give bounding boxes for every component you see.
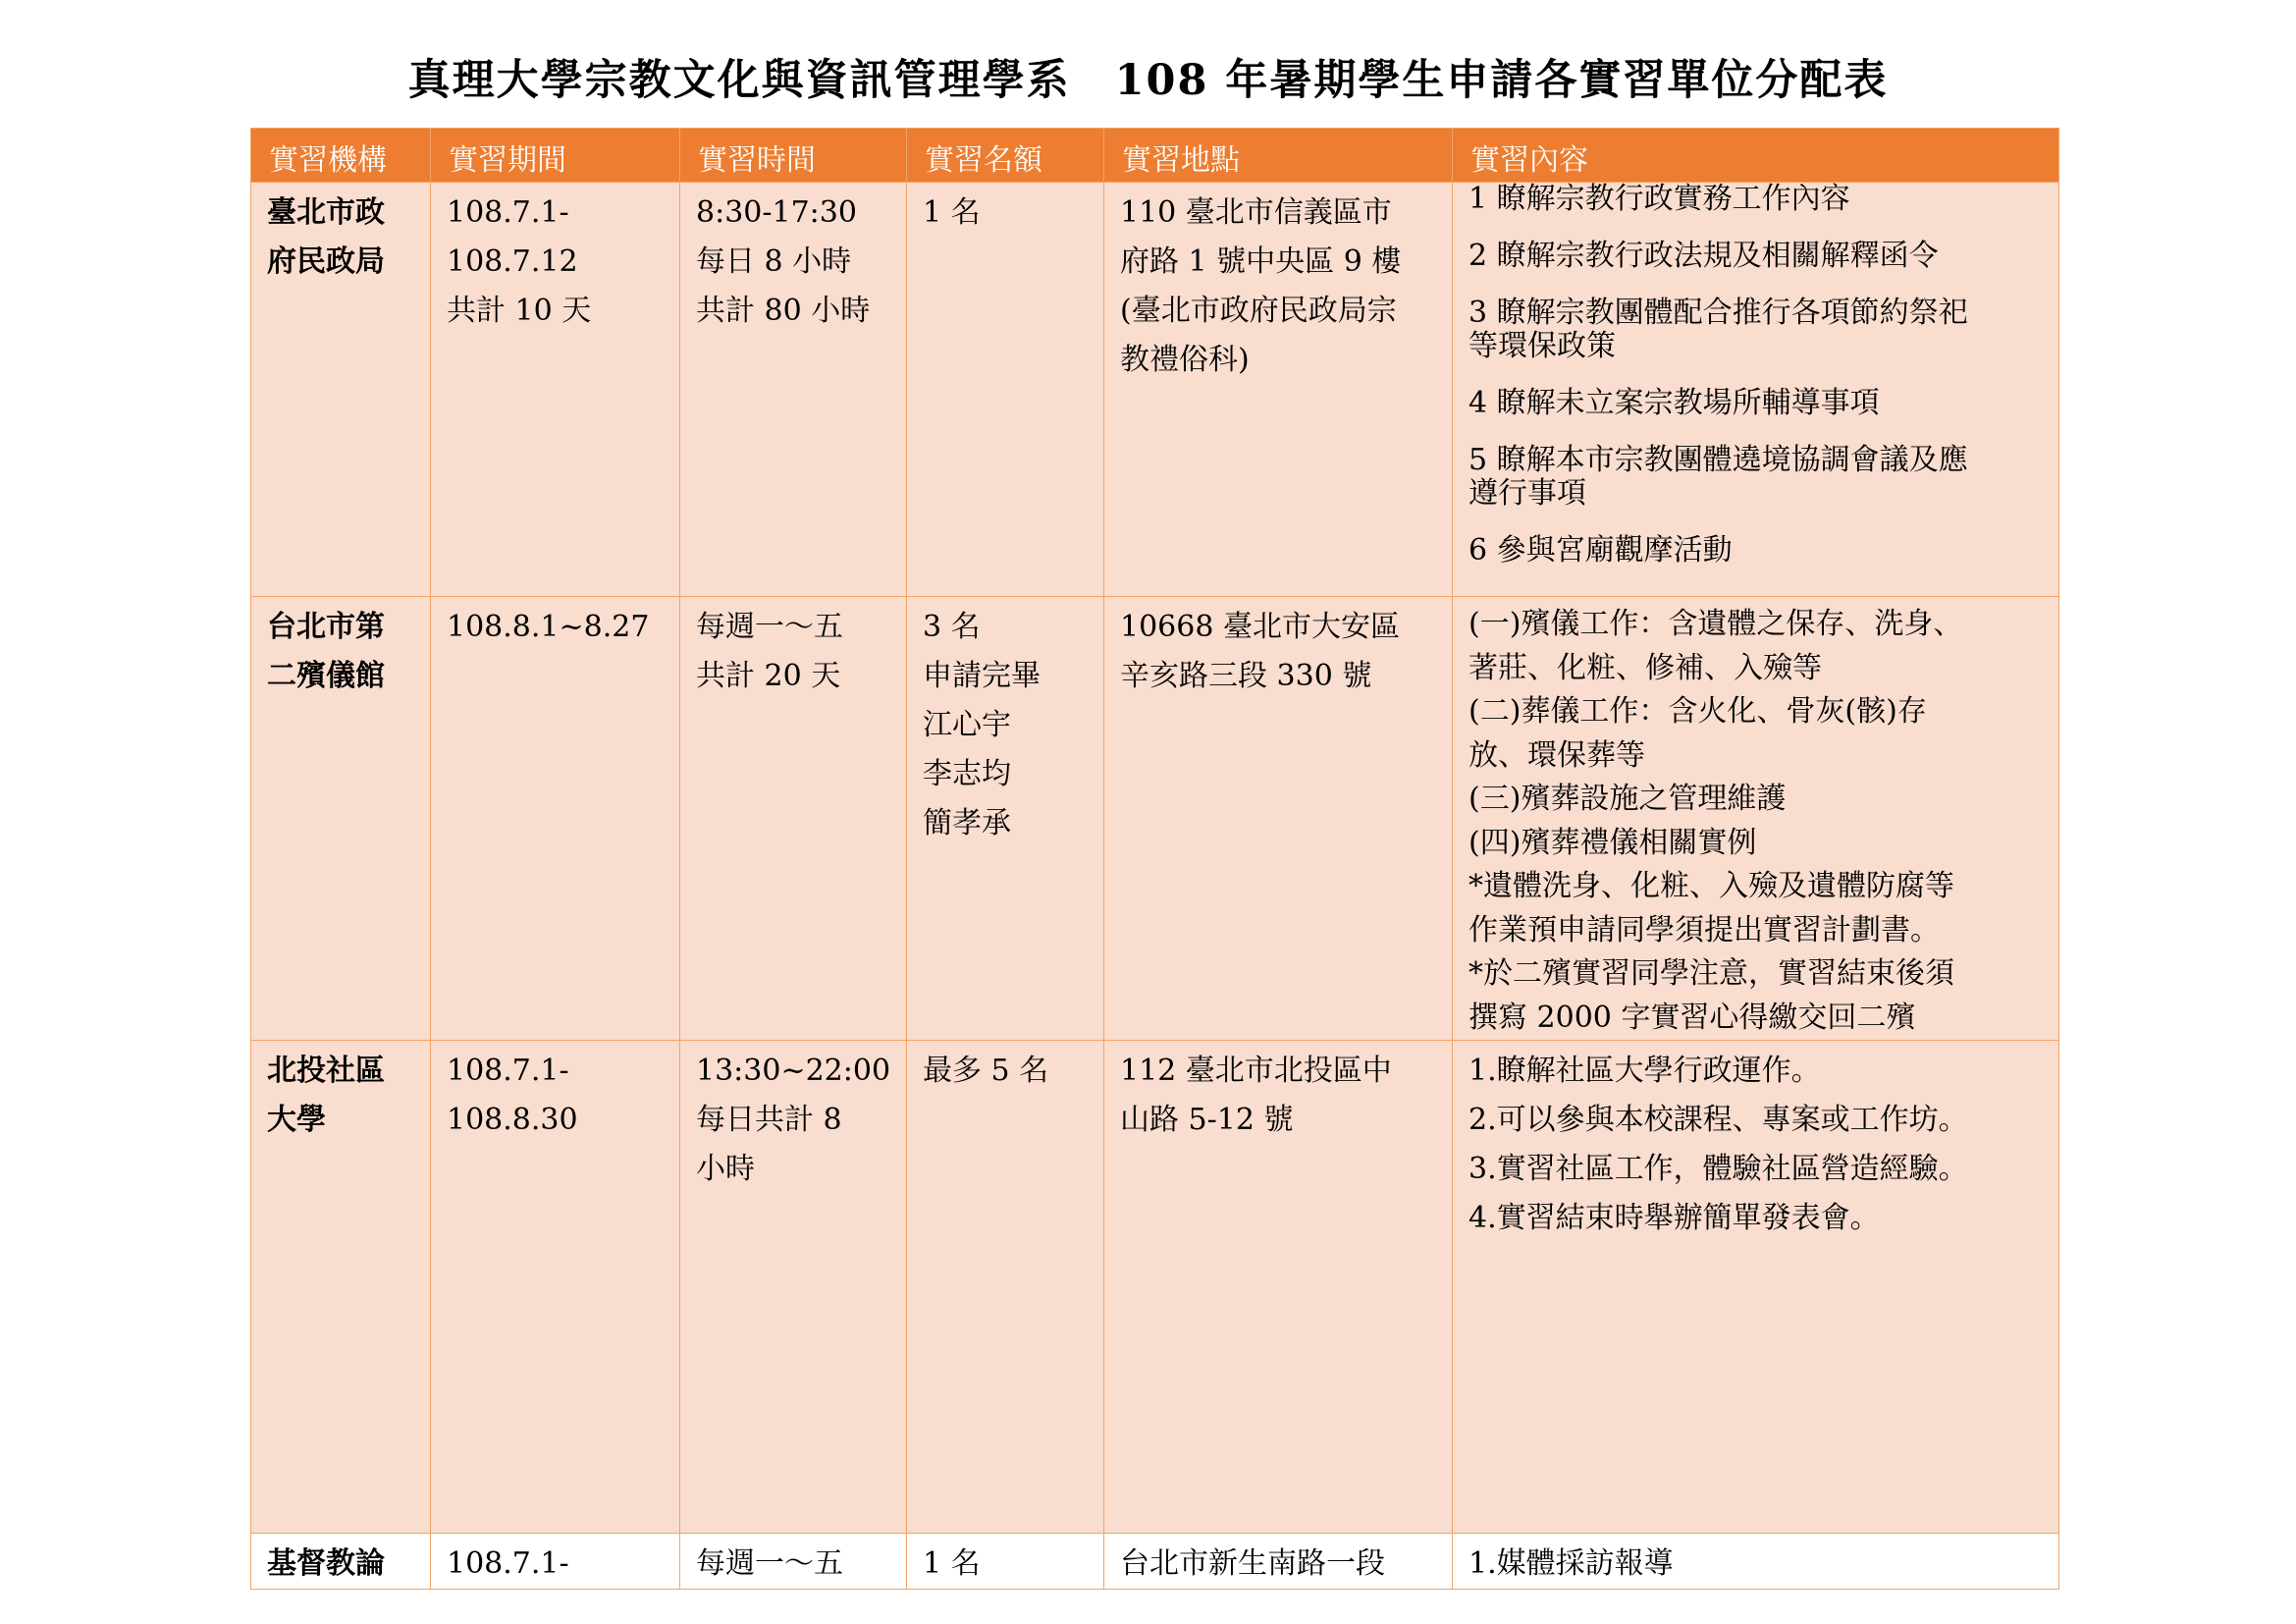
period-line: 108.7.1- — [447, 1546, 569, 1581]
quota-cell — [907, 183, 1104, 597]
quota-cell — [907, 1534, 1104, 1590]
content-item — [1468, 297, 2047, 363]
content-line: *遺體洗身、化粧、入殮及遺體防腐等 — [1468, 869, 1954, 903]
location-cell — [1104, 1041, 1453, 1534]
time-cell — [680, 1534, 907, 1590]
location-line: 110 臺北市信義區市 — [1120, 195, 1392, 230]
content-line: (三)殯葬設施之管理維護 — [1468, 782, 1787, 816]
time-cell — [680, 183, 907, 597]
org-cell — [251, 1041, 431, 1534]
content-line: (四)殯葬禮儀相關實例 — [1468, 825, 1757, 860]
content-text: 4 瞭解未立案宗教場所輔導事項 — [1468, 386, 1880, 420]
content-text: 5 瞭解本市宗教團體遶境協調會議及應 — [1468, 443, 1968, 477]
location-line: 112 臺北市北投區中 — [1120, 1054, 1392, 1088]
org-line: 二殯儀館 — [267, 659, 385, 693]
content-cell — [1453, 597, 2059, 1041]
location-line: 10668 臺北市大安區 — [1120, 610, 1400, 644]
content-text: 6 參與宮廟觀摩活動 — [1468, 533, 1733, 568]
period-line: 108.8.30 — [447, 1103, 578, 1137]
table-header-row — [251, 129, 2059, 183]
content-item — [1468, 387, 2047, 420]
time-line: 每日共計 8 — [696, 1103, 842, 1137]
time-line: 每週一～五 — [696, 1546, 843, 1581]
time-line: 共計 80 小時 — [696, 294, 871, 328]
location-line: (臺北市政府民政局宗 — [1120, 294, 1397, 328]
period-line: 108.7.1- — [447, 195, 569, 230]
org-cell — [251, 183, 431, 597]
location-line: 教禮俗科) — [1120, 343, 1250, 377]
org-line: 北投社區 — [267, 1054, 385, 1088]
location-line: 辛亥路三段 330 號 — [1120, 659, 1372, 693]
table-row — [251, 183, 2059, 597]
org-cell — [251, 597, 431, 1041]
quota-line: 1 名 — [923, 1546, 981, 1581]
quota-line: 最多 5 名 — [923, 1054, 1049, 1088]
content-text: 遵行事項 — [1468, 476, 1586, 511]
content-line: 1.媒體採訪報導 — [1468, 1546, 1674, 1581]
org-line: 基督教論 — [267, 1546, 385, 1581]
content-cell — [1453, 183, 2059, 597]
content-line: 放、環保葬等 — [1468, 737, 1645, 773]
quota-line: 簡孝承 — [923, 806, 1011, 840]
header-period: 實習期間 — [431, 129, 680, 183]
time-line: 每日 8 小時 — [696, 244, 852, 279]
header-time: 實習時間 — [680, 129, 907, 183]
location-line: 台北市新生南路一段 — [1120, 1546, 1385, 1581]
period-cell — [431, 183, 680, 597]
allocation-table — [250, 128, 2059, 1590]
content-line: (一)殯儀工作：含遺體之保存、洗身、 — [1468, 607, 1963, 641]
org-line: 大學 — [267, 1103, 326, 1137]
period-cell — [431, 1041, 680, 1534]
table-row — [251, 1534, 2059, 1590]
quota-cell — [907, 1041, 1104, 1534]
quota-line: 1 名 — [923, 195, 981, 230]
content-text: 2 瞭解宗教行政法規及相關解釋函令 — [1468, 239, 1939, 273]
quota-cell — [907, 597, 1104, 1041]
content-item — [1468, 240, 2047, 273]
time-cell — [680, 597, 907, 1041]
content-text: 等環保政策 — [1468, 329, 1616, 363]
header-content: 實習內容 — [1453, 129, 2059, 183]
content-item — [1468, 444, 2047, 511]
header-quota: 實習名額 — [907, 129, 1104, 183]
content-text: 1 瞭解宗教行政實務工作內容 — [1468, 182, 1850, 216]
content-line: 1.瞭解社區大學行政運作。 — [1468, 1054, 1821, 1088]
content-line: *於二殯實習同學注意，實習結束後須 — [1468, 956, 1954, 991]
content-line: 4.實習結束時舉辦簡單發表會。 — [1468, 1201, 1880, 1235]
org-line: 府民政局 — [267, 244, 385, 279]
time-line: 小時 — [696, 1152, 755, 1186]
content-line: 2.可以參與本校課程、專案或工作坊。 — [1468, 1103, 1968, 1137]
content-line: 作業預申請同學須提出實習計劃書。 — [1468, 912, 1940, 947]
content-line: (二)葬儀工作：含火化、骨灰(骸)存 — [1468, 694, 1927, 729]
content-line: 撰寫 2000 字實習心得繳交回二殯 — [1468, 1000, 1916, 1035]
location-line: 山路 5-12 號 — [1120, 1103, 1294, 1137]
header-org: 實習機構 — [251, 129, 431, 183]
period-line: 108.7.12 — [447, 244, 578, 279]
quota-line: 3 名 — [923, 610, 981, 644]
period-cell — [431, 1534, 680, 1590]
content-line: 3.實習社區工作，體驗社區營造經驗。 — [1468, 1152, 1968, 1186]
quota-line: 李志均 — [923, 757, 1011, 791]
period-line: 108.7.1- — [447, 1054, 569, 1088]
org-cell — [251, 1534, 431, 1590]
location-line: 府路 1 號中央區 9 樓 — [1120, 244, 1402, 279]
header-location: 實習地點 — [1104, 129, 1453, 183]
content-cell — [1453, 1534, 2059, 1590]
table-row — [251, 597, 2059, 1041]
time-line: 共計 20 天 — [696, 659, 841, 693]
org-line: 臺北市政 — [267, 195, 385, 230]
location-cell — [1104, 183, 1453, 597]
content-text: 3 瞭解宗教團體配合推行各項節約祭祀 — [1468, 296, 1968, 330]
content-line: 著莊、化粧、修補、入殮等 — [1468, 650, 1822, 685]
table-row — [251, 1041, 2059, 1534]
period-line: 共計 10 天 — [447, 294, 592, 328]
period-cell — [431, 597, 680, 1041]
content-cell — [1453, 1041, 2059, 1534]
time-cell — [680, 1041, 907, 1534]
location-cell — [1104, 1534, 1453, 1590]
time-line: 8:30-17:30 — [696, 195, 857, 230]
content-item — [1468, 534, 2047, 568]
org-line: 台北市第 — [267, 610, 385, 644]
location-cell — [1104, 597, 1453, 1041]
time-line: 每週一～五 — [696, 610, 843, 644]
quota-line: 江心宇 — [923, 708, 1011, 742]
time-line: 13:30~22:00 — [696, 1054, 891, 1088]
period-line: 108.8.1~8.27 — [447, 610, 650, 644]
page-title: 真理大學宗教文化與資訊管理學系 108 年暑期學生申請各實習單位分配表 — [407, 56, 1889, 105]
quota-line: 申請完畢 — [923, 659, 1041, 693]
content-item — [1468, 183, 2047, 216]
